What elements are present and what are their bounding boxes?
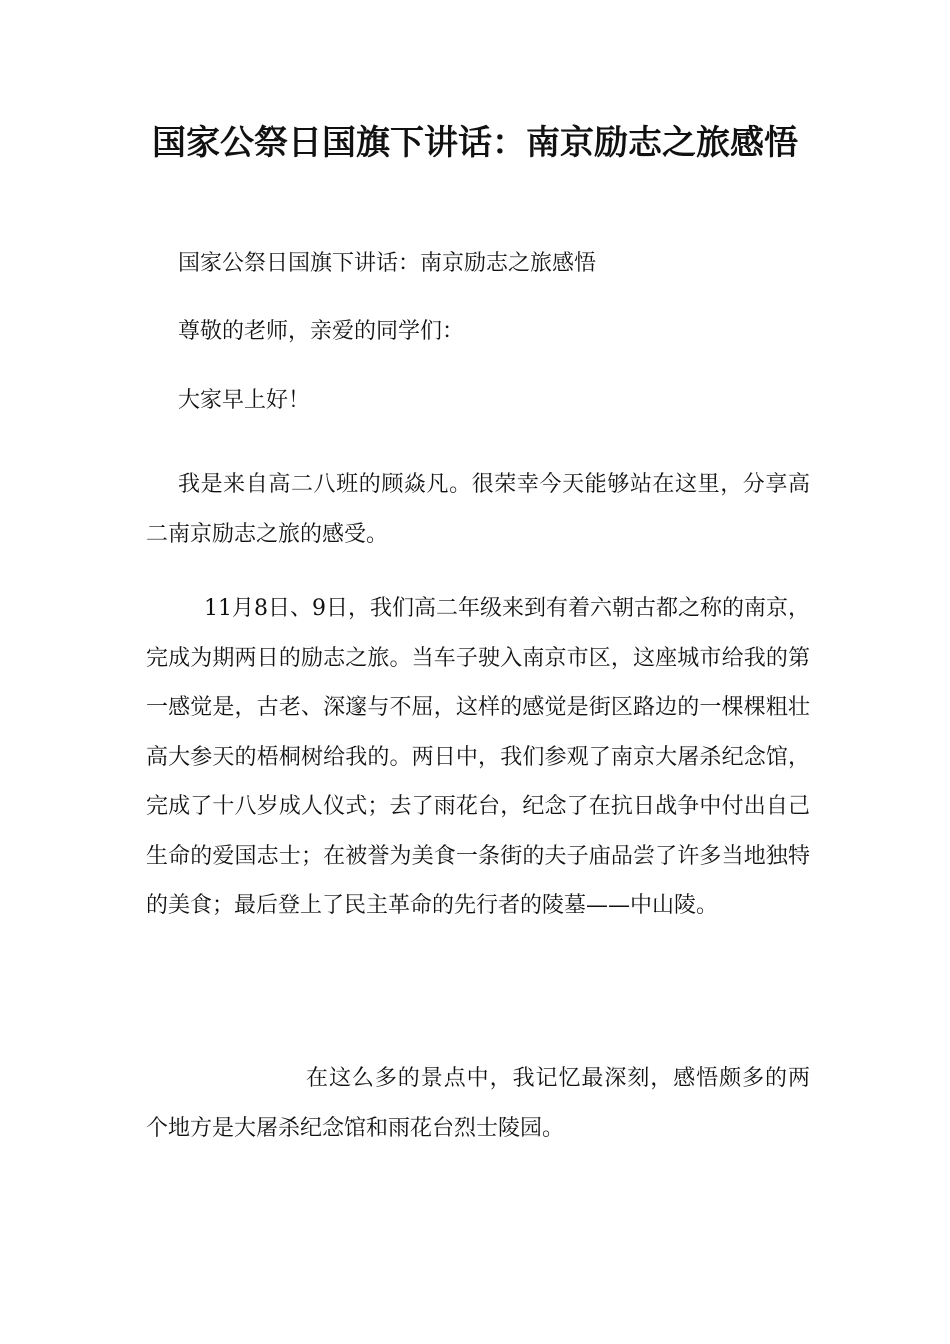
paragraph-introduction: 我是来自高二八班的顾焱凡。很荣幸今天能够站在这里，分享高二南京励志之旅的感受。 [146,472,810,547]
paragraph-salutation: 尊敬的老师，亲爱的同学们： [178,319,465,344]
paragraph-subtitle: 国家公祭日国旗下讲话：南京励志之旅感悟 [178,251,597,276]
paragraph-trip-description: 11月8日、9日，我们高二年级来到有着六朝古都之称的南京，完成为期两日的励志之旅。当车子驶入南京市区，这座城市给我的第一感觉是，古老、深邃与不屈，这样的感觉是街区路边的一棵棵粗壮高大参天的梧桐树给我的。两日中，我们参观了南京大屠杀纪念馆，完成了十八岁成人仪式；去了雨花台，纪念了在抗日战争中付出自己生命的爱国志士；在被誉为美食一条街的夫子庙品尝了许多当地独特的美食；最后登上了民主革命的先行者的陵墓——中山陵。 [146,596,810,918]
paragraph-memorable-places: 在这么多的景点中，我记忆最深刻，感悟颇多的两个地方是大屠杀纪念馆和雨花台烈士陵园。 [146,1066,810,1141]
paragraph-greeting: 大家早上好！ [178,388,311,413]
document-title: 国家公祭日国旗下讲话：南京励志之旅感悟 [152,123,798,163]
